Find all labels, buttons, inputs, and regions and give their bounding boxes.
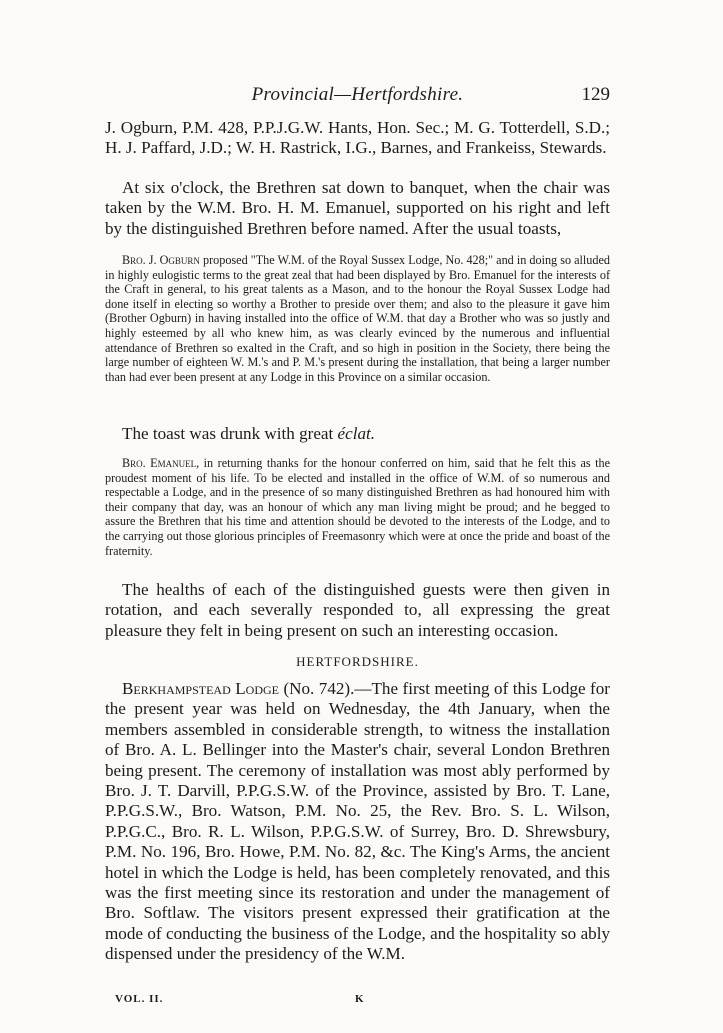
text-banquet: At six o'clock, the Brethren sat down to banquet, when the chair was taken by the W.M. Bro. H. M. Emanuel, supported on his right and left by the distinguished Brethren before named. After the usual toasts, <box>105 178 610 238</box>
text-healths: The healths of each of the distinguished guests were then given in rotation, and each severally responded to, all expressing the great pleasure they felt in being present on such an interesting occasion. <box>105 580 610 640</box>
text-stewards: J. Ogburn, P.M. 428, P.P.J.G.W. Hants, Hon. Sec.; M. G. Totterdell, S.D.; H. J. Paffard, J.D.; W. H. Rastrick, I.G., Barnes, and Frankeiss, Stewards. <box>105 118 610 158</box>
running-head: Provincial—Hertfordshire. <box>251 84 464 105</box>
text-ogburn-toast <box>105 253 610 384</box>
paragraph-berkhampstead <box>105 679 610 965</box>
speaker-emanuel: Bro. Emanuel <box>122 456 197 470</box>
text-toast-drunk <box>105 424 610 444</box>
berkhampstead-report: (No. 742).—The first meeting of this Lodge for the present year was held on Wednesday, the 4th January, when the members assembled in considerable strength, to witness the installation of Bro. A. L. Bellinger into the Master's chair, several London Brethren being present. The ceremony of installation was most ably performed by Bro. J. T. Darvill, P.P.G.S.W. of the Province, assisted by Bro. T. Lane, P.P.G.S.W., Bro. Watson, P.M. No. 25, the Rev. Bro. S. L. Wilson, P.P.G.C., Bro. R. L. Wilson, P.P.G.S.W. of Surrey, Bro. D. Shrewsbury, P.M. No. 196, Bro. Howe, P.M. No. 82, &c. The King's Arms, the ancient hotel in which the Lodge is held, has been completely renovated, and this was the first meeting since its restoration and under the management of Bro. Softlaw. The visitors present expressed their gratification at the mode of conducting the business of the Lodge, and the hospitality so ably dispensed under the presidency of the W.M. <box>105 679 610 964</box>
toast-drunk-eclat: éclat. <box>337 424 376 443</box>
lodge-name: Berkhampstead Lodge <box>122 679 279 698</box>
signature-mark: K <box>355 993 365 1005</box>
section-title: HERTFORDSHIRE. <box>296 654 419 669</box>
ogburn-speech: proposed "The W.M. of the Royal Sussex Lodge, No. 428;" and in doing so alluded in highly eulogistic terms to the great zeal that had been displayed by Bro. Emanuel for the interests of the Craft in general, to his great talents as a Mason, and to the honour the Royal Sussex Lodge had done itself in electing so worthy a Brother to preside over them; and also to the pleasure it gave him (Brother Ogburn) in having installed into the office of W.M. that day a Brother who was so justly and highly esteemed by all who knew him, as was clearly evinced by the numerous and influential attendance of Brethren so exalted in the Craft, and so high in position in the Society, there being the large number of eighteen W. M.'s and P. M.'s present during the installation, that being a larger number than had ever been present at any Lodge in this Province on a similar occasion. <box>105 253 610 384</box>
toast-drunk-text: The toast was drunk with great <box>122 424 338 443</box>
volume-mark: VOL. II. <box>115 993 164 1005</box>
text-berkhampstead <box>105 679 610 965</box>
section-heading <box>105 654 610 670</box>
emanuel-speech: , in returning thanks for the honour conferred on him, said that he felt this as the proudest moment of his life. To be elected and installed in the office of W.M. of so numerous and respectable a Lodge, and in the presence of so many distinguished Brethren as had honoured him with their company that day, was an honour of which any man living might be proud; and he begged to assure the Brethren that his time and attention should be devoted to the interests of the Lodge, and to the carrying out those glorious principles of Freemasonry which were at once the pride and boast of the fraternity. <box>105 456 610 558</box>
speaker-ogburn: Bro. J. Ogburn <box>122 253 200 267</box>
paragraph-ogburn-toast <box>105 253 610 384</box>
paragraph-emanuel-reply <box>105 456 610 558</box>
page-header <box>105 84 610 108</box>
paragraph-banquet <box>105 178 610 239</box>
text-emanuel-reply <box>105 456 610 558</box>
page-footer <box>115 993 415 1005</box>
paragraph-healths <box>105 580 610 641</box>
paragraph-toast-drunk <box>105 424 610 444</box>
page-number: 129 <box>581 84 610 105</box>
paragraph-stewards <box>105 118 610 159</box>
